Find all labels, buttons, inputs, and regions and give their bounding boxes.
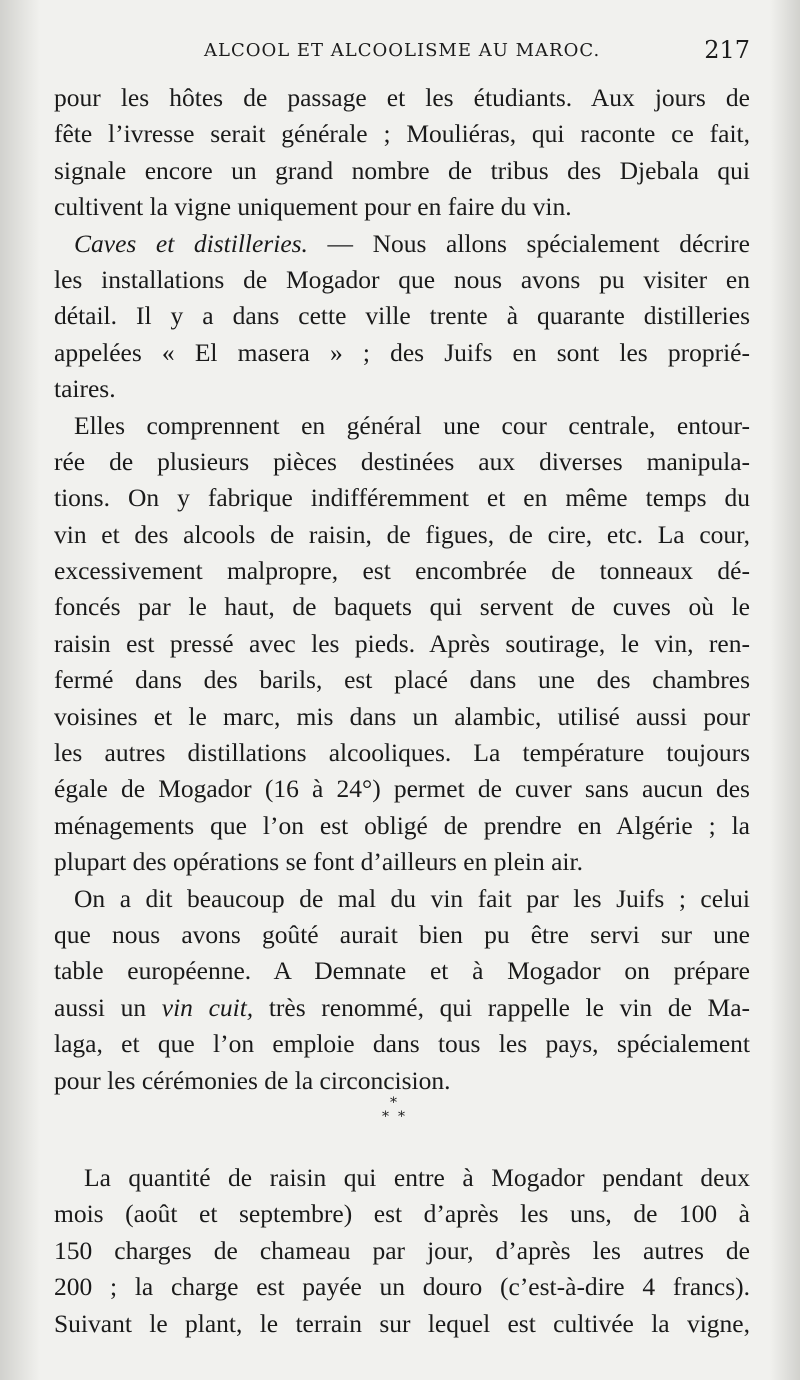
text-line: mois (août et septembre) est d’après les uns, de 100 à: [54, 1199, 750, 1229]
text-line: appelées « El masera » ; des Juifs en sont les proprié-: [54, 337, 750, 367]
text-line: les autres distillations alcooliques. La température toujours: [54, 738, 750, 768]
running-title: ALCOOL ET ALCOOLISME AU MAROC.: [204, 40, 601, 61]
text-line: cultivent la vigne uniquement pour en faire du vin.: [54, 192, 572, 222]
text-run: très renommé, qui rappelle le vin de Ma-: [253, 992, 751, 1022]
text-line: égale de Mogador (16 à 24°) permet de cuver sans aucun des: [54, 774, 750, 804]
page-number: 217: [704, 36, 750, 64]
text-line: fête l’ivresse serait générale ; Mouliéras, qui raconte ce fait,: [54, 119, 750, 149]
text-line: 150 charges de chameau par jour, d’après les autres de: [54, 1235, 750, 1265]
text-line-with-emphasis: [54, 990, 750, 1026]
text-line: Suivant le plant, le terrain sur lequel est cultivée la vigne,: [54, 1308, 750, 1338]
text-line: fermé dans des barils, est placé dans une des chambres: [54, 665, 750, 695]
text-line: plupart des opérations se font d’ailleurs en plein air.: [54, 847, 583, 877]
body-text-lower: [54, 1160, 750, 1342]
asterism-star: *: [382, 1109, 389, 1125]
asterism-star: *: [390, 1095, 397, 1111]
text-line: On a dit beaucoup de mal du vin fait par les Juifs ; celui: [74, 883, 750, 913]
text-line: excessivement malpropre, est encombrée de tonneaux dé-: [54, 556, 750, 586]
section-first-line: [54, 226, 750, 262]
text-line: raisin est pressé avec les pieds. Après soutirage, le vin, ren-: [54, 628, 750, 658]
text-run: aussi un: [54, 992, 162, 1022]
text-line: ménagements que l’on est obligé de prendre en Algérie ; la: [54, 810, 750, 840]
text-line: foncés par le haut, de baquets qui servent de cuves où le: [54, 592, 750, 622]
text-line: rée de plusieurs pièces destinées aux diverses manipula-: [54, 446, 750, 476]
text-line: les installations de Mogador que nous avons pu visiter en: [54, 264, 750, 294]
text-line: voisines et le marc, mis dans un alambic, utilisé aussi pour: [54, 701, 750, 731]
text-line: que nous avons goûté aurait bien pu être servi sur une: [54, 919, 750, 949]
emphasis-vin-cuit: vin cuit,: [161, 992, 254, 1022]
text-line: taires.: [54, 374, 116, 404]
text-line: 200 ; la charge est payée un douro (c’est-à-dire 4 francs).: [54, 1272, 750, 1302]
text-line: Elles comprennent en général une cour centrale, entour-: [74, 410, 750, 440]
text-line: pour les cérémonies de la circoncision.: [54, 1065, 451, 1095]
text-line: détail. Il y a dans cette ville trente à quarante distilleries: [54, 301, 750, 331]
body-text: [54, 80, 750, 1099]
text-line: laga, et que l’on emploie dans tous les pays, spécialement: [54, 1029, 750, 1059]
section-heading: Caves et distilleries.: [74, 228, 308, 258]
page-header: [150, 36, 750, 66]
text-line: La quantité de raisin qui entre à Mogador pendant deux: [84, 1163, 750, 1192]
text-run: — Nous allons spécialement décrire: [307, 228, 750, 258]
text-line: signale encore un grand nombre de tribus des Djebala qui: [54, 155, 750, 185]
text-line: vin et des alcools de raisin, de figues, de cire, etc. La cour,: [54, 519, 750, 549]
asterism-star: *: [398, 1109, 405, 1125]
text-line: table européenne. A Demnate et à Mogador on prépare: [54, 956, 750, 986]
text-line: pour les hôtes de passage et les étudiants. Aux jours de: [54, 83, 750, 112]
text-line: tions. On y fabrique indifféremment et en même temps du: [54, 483, 750, 513]
asterism-divider: [370, 1095, 420, 1135]
